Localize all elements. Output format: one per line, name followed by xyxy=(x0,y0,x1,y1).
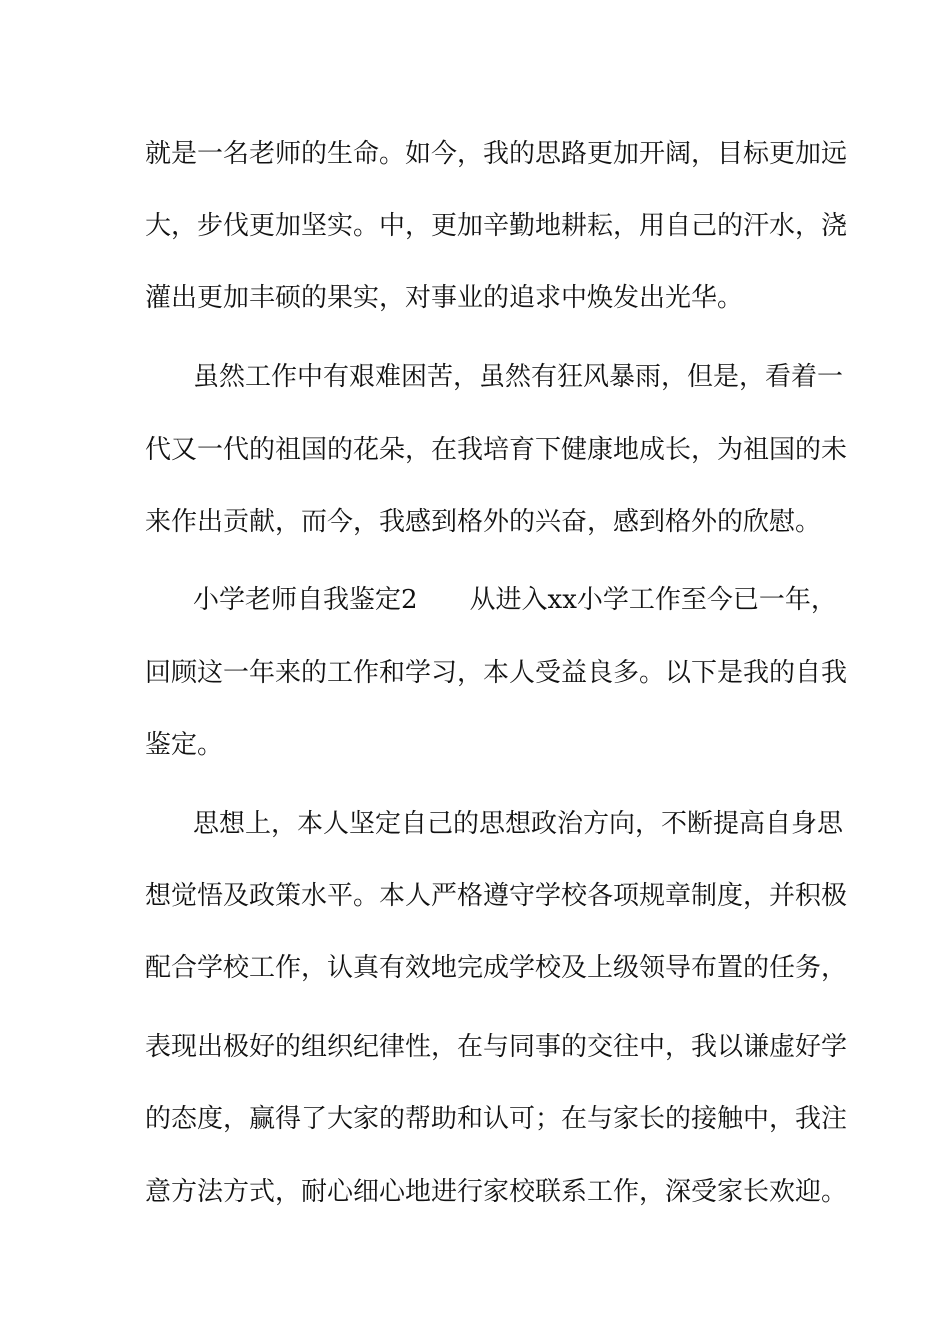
text-line-14: 的态度，赢得了大家的帮助和认可；在与家长的接触中，我注 xyxy=(145,1104,848,1134)
text-line-5: 代又一代的祖国的花朵，在我培育下健康地成长，为祖国的未 xyxy=(145,435,848,465)
text-line-15: 意方法方式，耐心细心地进行家校联系工作，深受家长欢迎。 xyxy=(145,1177,848,1207)
text-line-10: 思想上，本人坚定自己的思想政治方向，不断提高自身思 xyxy=(193,809,844,839)
text-line-11: 想觉悟及政策水平。本人严格遵守学校各项规章制度，并积极 xyxy=(145,881,848,911)
text-line-1: 就是一名老师的生命。如今，我的思路更加开阔，目标更加远 xyxy=(145,139,848,169)
text-line-4: 虽然工作中有艰难困苦，虽然有狂风暴雨，但是，看着一 xyxy=(193,362,844,392)
text-line-6: 来作出贡献，而今，我感到格外的兴奋，感到格外的欣慰。 xyxy=(145,507,822,537)
text-line-3: 灌出更加丰硕的果实，对事业的追求中焕发出光华。 xyxy=(145,283,744,313)
text-line-13: 表现出极好的组织纪律性，在与同事的交往中，我以谦虚好学 xyxy=(145,1032,848,1062)
text-line-12: 配合学校工作，认真有效地完成学校及上级领导布置的任务， xyxy=(145,953,848,983)
text-line-8: 回顾这一年来的工作和学习，本人受益良多。以下是我的自我 xyxy=(145,658,848,688)
text-line-9: 鉴定。 xyxy=(145,730,224,760)
text-line-2: 大，步伐更加坚实。中，更加辛勤地耕耘，用自己的汗水，浇 xyxy=(145,211,848,241)
text-line-7: 小学老师自我鉴定2 从进入xx小学工作至今已一年， xyxy=(193,585,837,615)
